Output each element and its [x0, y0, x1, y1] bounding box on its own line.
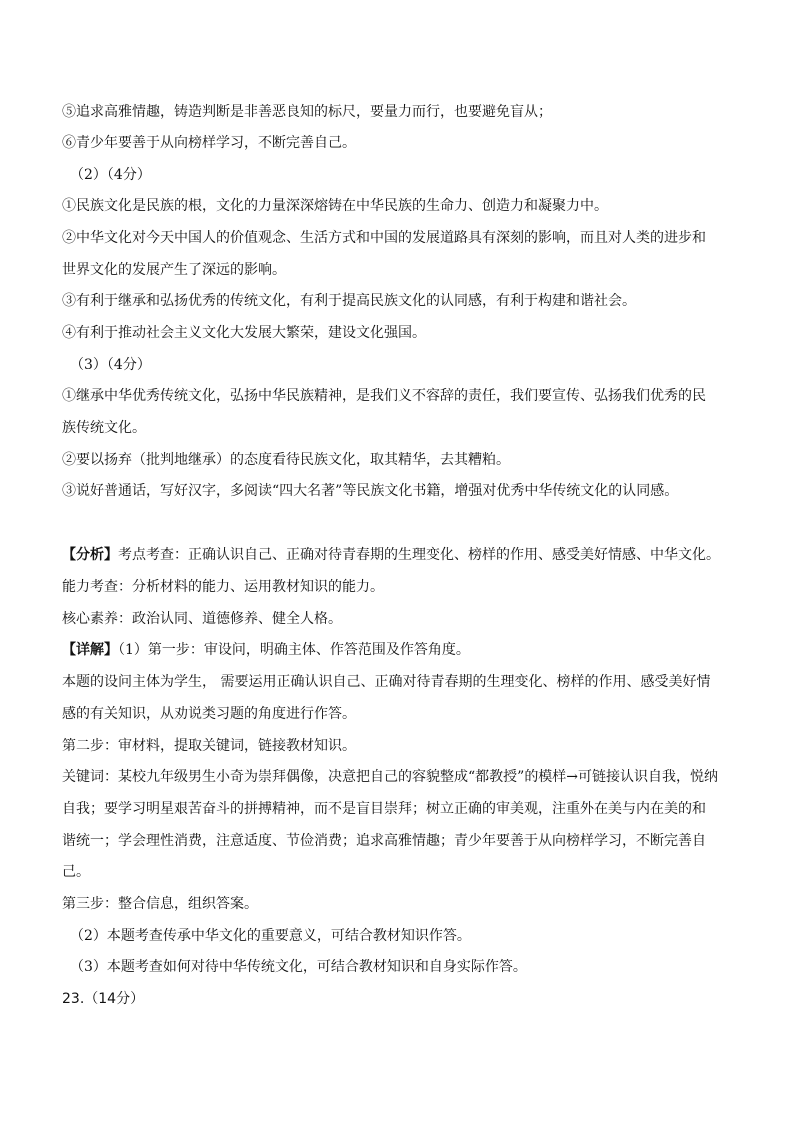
analysis-exam-points-text: 考点考查：正确认识自己、正确对待青春期的生理变化、榜样的作用、感受美好情感、中华文化。 — [118, 547, 720, 563]
part2-item-2-line1: ②中华文化对今天中国人的价值观念、生活方式和中国的发展道路具有深刻的影响，而且对人类的进步和 — [62, 230, 706, 246]
part3-heading: （3）（4分） — [70, 357, 151, 373]
analysis-exam-points — [62, 546, 742, 564]
detail-q2: （2）本题考查传承中华文化的重要意义，可结合教材知识作答。 — [70, 928, 471, 944]
next-question-heading: 23.（14分） — [62, 991, 145, 1007]
answer-item-6: ⑥青少年要善于从向榜样学习，不断完善自己。 — [62, 135, 356, 151]
detail-keywords-line2: 自我；要学习明星艰苦奋斗的拼搏精神，而不是盲目崇拜；树立正确的审美观，注重外在美与内在美的和 — [62, 801, 706, 817]
detail-keywords-line4: 己。 — [62, 864, 90, 880]
part3-item-1-line2: 族传统文化。 — [62, 420, 146, 436]
part3-item-1-line1: ①继承中华优秀传统文化，弘扬中华民族精神，是我们义不容辞的责任，我们要宣传、弘扬我们优秀的民 — [62, 388, 706, 404]
part3-item-2: ②要以扬弃（批判地继承）的态度看待民族文化，取其精华，去其糟粕。 — [62, 452, 510, 468]
analysis-label: 【分析】 — [62, 547, 118, 563]
part2-item-2-line2: 世界文化的发展产生了深远的影响。 — [62, 262, 286, 278]
part3-item-3: ③说好普通话，写好汉字，多阅读“四大名著”等民族文化书籍，增强对优秀中华传统文化的认同感。 — [62, 483, 679, 499]
detail-step1-text: （1）第一步：审设问，明确主体、作答范围及作答角度。 — [118, 642, 470, 658]
detail-label: 【详解】 — [62, 642, 118, 658]
analysis-ability: 能力考查：分析材料的能力、运用教材知识的能力。 — [62, 579, 384, 595]
detail-q3: （3）本题考查如何对待中华传统文化，可结合教材知识和自身实际作答。 — [70, 959, 527, 975]
detail-keywords-line3: 谐统一；学会理性消费，注意适度、节俭消费；追求高雅情趣；青少年要善于从向榜样学习，不断完善自 — [62, 833, 706, 849]
detail-subject-line1: 本题的设问主体为学生， 需要运用正确认识自己、正确对待青春期的生理变化、榜样的作用、感受美好情 — [62, 674, 711, 690]
part2-heading: （2）（4分） — [70, 167, 151, 183]
answer-item-5: ⑤追求高雅情趣，铸造判断是非善恶良知的标尺，要量力而行，也要避免盲从； — [62, 104, 552, 120]
detail-subject-line2: 感的有关知识，从劝说类习题的角度进行作答。 — [62, 706, 356, 722]
detail-step2: 第二步：审材料，提取关键词，链接教材知识。 — [62, 738, 356, 754]
detail-step1 — [62, 641, 742, 659]
part2-item-3: ③有利于继承和弘扬优秀的传统文化，有利于提高民族文化的认同感，有利于构建和谐社会。 — [62, 293, 636, 309]
part2-item-1: ①民族文化是民族的根，文化的力量深深熔铸在中华民族的生命力、创造力和凝聚力中。 — [62, 198, 608, 214]
detail-keywords-line1: 关键词：某校九年级男生小奇为崇拜偶像，决意把自己的容貌整成“都教授”的模样→可链接认识自我，悦纳 — [62, 769, 719, 785]
detail-step3: 第三步：整合信息，组织答案。 — [62, 896, 258, 912]
analysis-literacy: 核心素养：政治认同、道德修养、健全人格。 — [62, 611, 342, 627]
part2-item-4: ④有利于推动社会主义文化大发展大繁荣，建设文化强国。 — [62, 325, 426, 341]
